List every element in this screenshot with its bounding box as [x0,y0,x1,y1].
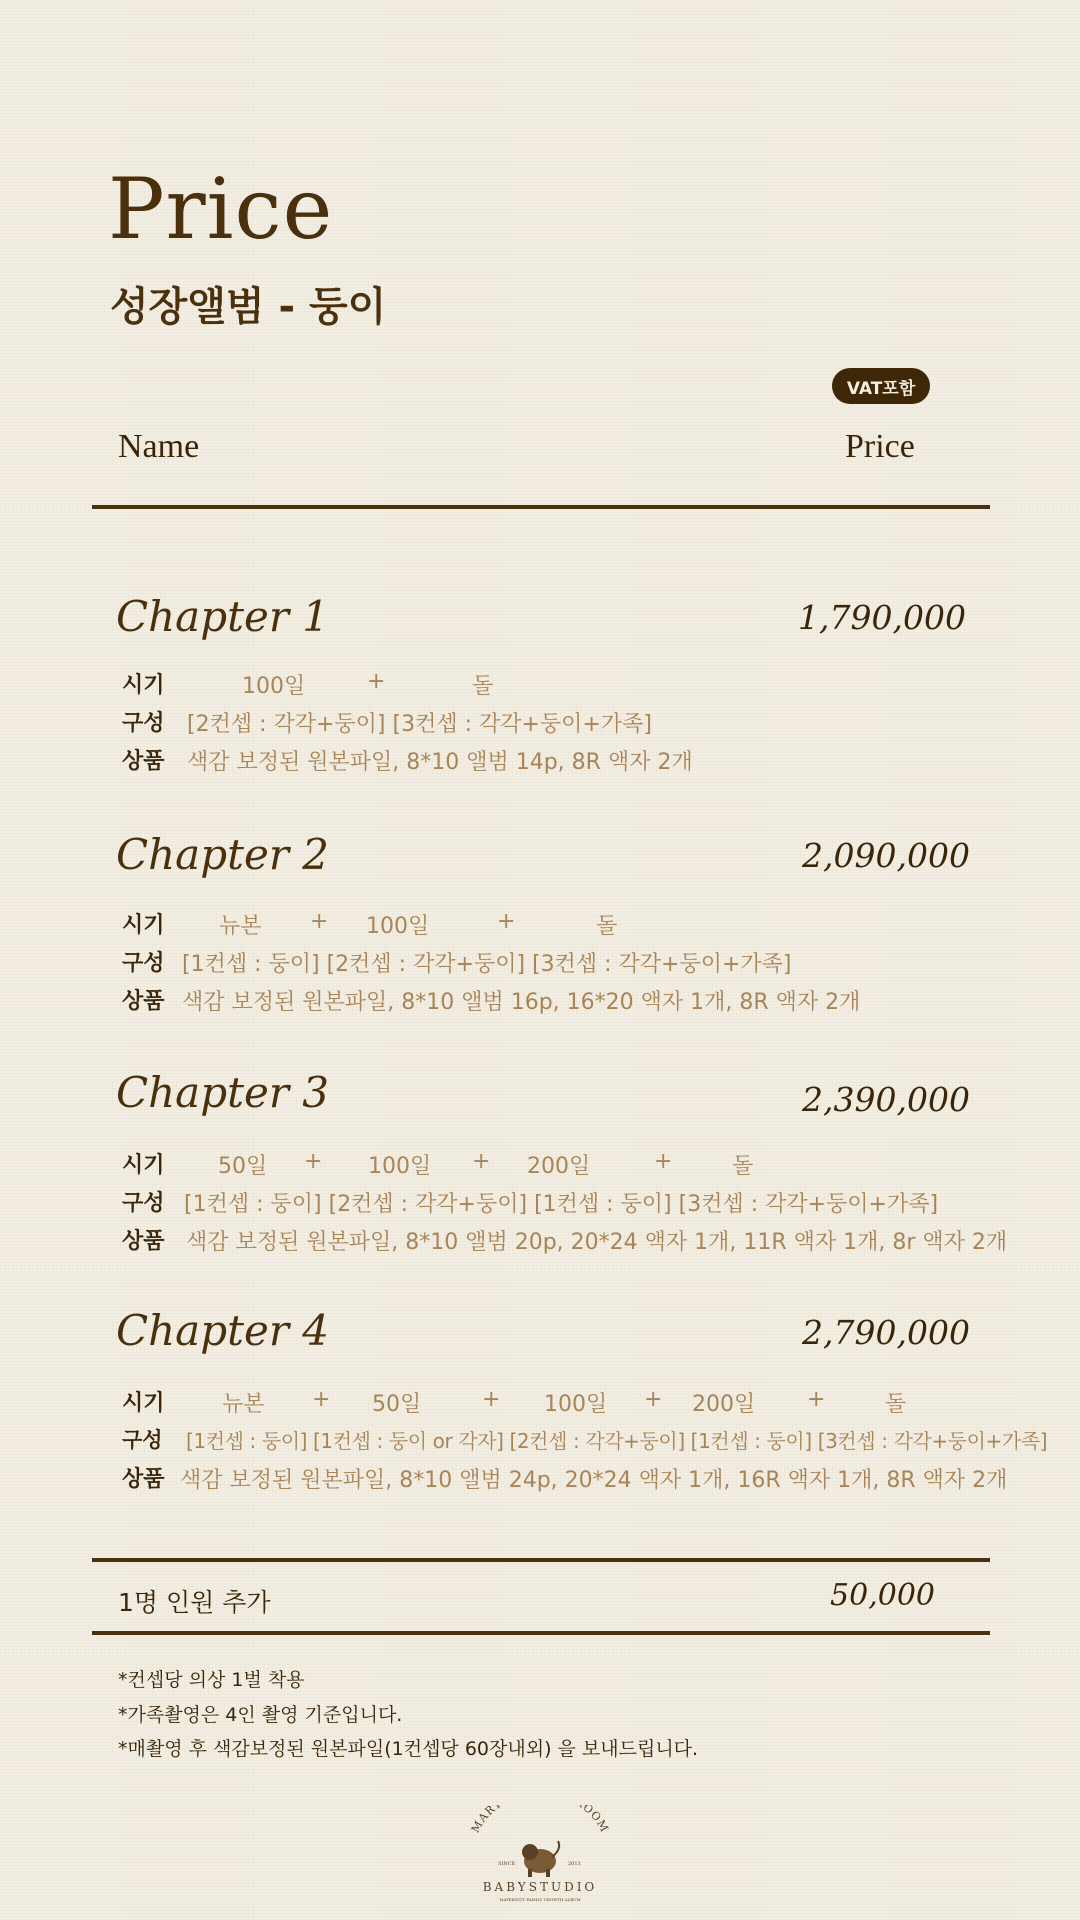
period-plus: + [312,1387,331,1412]
product-value: 색감 보정된 원본파일, 8*10 앨범 24p, 20*24 액자 1개, 16R 액자 1개, 8R 액자 2개 [180,1468,1008,1493]
vat-badge: VAT포함 [832,368,930,404]
composition-value: [1컨셉 : 둥이] [2컨셉 : 각각+둥이] [1컨셉 : 둥이] [3컨셉 : 각각+둥이+가족] [184,1192,939,1217]
composition-value: [1컨셉 : 둥이] [2컨셉 : 각각+둥이] [3컨셉 : 각각+둥이+가족] [182,952,792,977]
period-plus: + [367,669,386,694]
period-label: 시기 [122,1391,165,1416]
chapter-3-title: Chapter 3 [116,1068,329,1117]
chapter-1-price: 1,790,000 [798,598,966,637]
product-label: 상품 [122,1467,165,1492]
column-header-price: Price [845,428,915,465]
logo-tagline: MATERNITY FAMILY GROWTH ALBUM [499,1897,581,1902]
period-item: 50일 [218,1154,268,1179]
chapter-4-title: Chapter 4 [116,1306,329,1355]
period-item: 100일 [368,1154,432,1179]
period-item: 돌 [732,1154,754,1179]
chapter-4-price: 2,790,000 [802,1313,970,1352]
header-divider [92,505,990,509]
extra-top-divider [92,1558,990,1562]
logo-since: SINCE [498,1861,516,1867]
period-item: 돌 [472,674,494,699]
studio-logo [460,1805,620,1905]
lion-icon [522,1841,559,1877]
composition-label: 구성 [122,951,165,976]
product-label: 상품 [122,989,165,1014]
period-item: 100일 [544,1392,608,1417]
composition-label: 구성 [122,1191,165,1216]
period-label: 시기 [122,1153,165,1178]
composition-value: [2컨셉 : 각각+둥이] [3컨셉 : 각각+둥이+가족] [187,712,652,737]
period-label: 시기 [122,673,165,698]
product-label: 상품 [122,749,165,774]
product-label: 상품 [122,1229,165,1254]
extra-person-label: 1명 인원 추가 [118,1588,271,1617]
period-item: 200일 [692,1392,756,1417]
composition-value: [1컨셉 : 둥이] [1컨셉 : 둥이 or 각자] [2컨셉 : 각각+둥이] [1컨셉 : 둥이] [3컨셉 : 각각+둥이+가족] [186,1429,1048,1453]
period-item: 100일 [242,674,306,699]
studio-logo-graphic [460,1805,620,1905]
period-label: 시기 [122,913,165,938]
composition-label: 구성 [122,711,165,736]
period-plus: + [310,909,329,934]
note-3: *매촬영 후 색감보정된 원본파일(1컨셉당 60장내외) 을 보내드립니다. [118,1738,699,1760]
period-item: 뉴본 [219,914,262,939]
chapter-2-title: Chapter 2 [116,830,329,879]
chapter-3-price: 2,390,000 [802,1080,970,1119]
page-subtitle: 성장앨범 - 둥이 [110,284,387,330]
logo-year: 2013 [568,1861,581,1867]
period-plus: + [654,1149,673,1174]
product-value: 색감 보정된 원본파일, 8*10 앨범 16p, 16*20 액자 1개, 8R 액자 2개 [182,990,861,1015]
product-value: 색감 보정된 원본파일, 8*10 앨범 20p, 20*24 액자 1개, 11R 액자 1개, 8r 액자 2개 [186,1230,1008,1255]
page-title: Price [108,160,334,258]
logo-arc-text: MAR OOM [468,1805,612,1835]
note-2: *가족촬영은 4인 촬영 기준입니다. [118,1704,403,1726]
period-plus: + [807,1387,826,1412]
period-item: 50일 [372,1392,422,1417]
extra-person-price: 50,000 [830,1578,935,1613]
extra-bottom-divider [92,1631,990,1635]
chapter-2-price: 2,090,000 [802,836,970,875]
period-item: 돌 [596,914,618,939]
product-value: 색감 보정된 원본파일, 8*10 앨범 14p, 8R 액자 2개 [187,750,693,775]
note-1: *컨셉당 의상 1벌 착용 [118,1669,305,1691]
period-plus: + [304,1149,323,1174]
logo-brand: BABYSTUDIO [482,1880,598,1894]
chapter-1-title: Chapter 1 [116,592,329,641]
column-header-name: Name [118,428,200,465]
period-plus: + [644,1387,663,1412]
period-plus: + [482,1387,501,1412]
period-item: 200일 [527,1154,591,1179]
period-item: 100일 [366,914,430,939]
period-plus: + [497,909,516,934]
composition-label: 구성 [122,1428,163,1452]
period-item: 돌 [885,1392,907,1417]
period-plus: + [472,1149,491,1174]
period-item: 뉴본 [222,1392,265,1417]
